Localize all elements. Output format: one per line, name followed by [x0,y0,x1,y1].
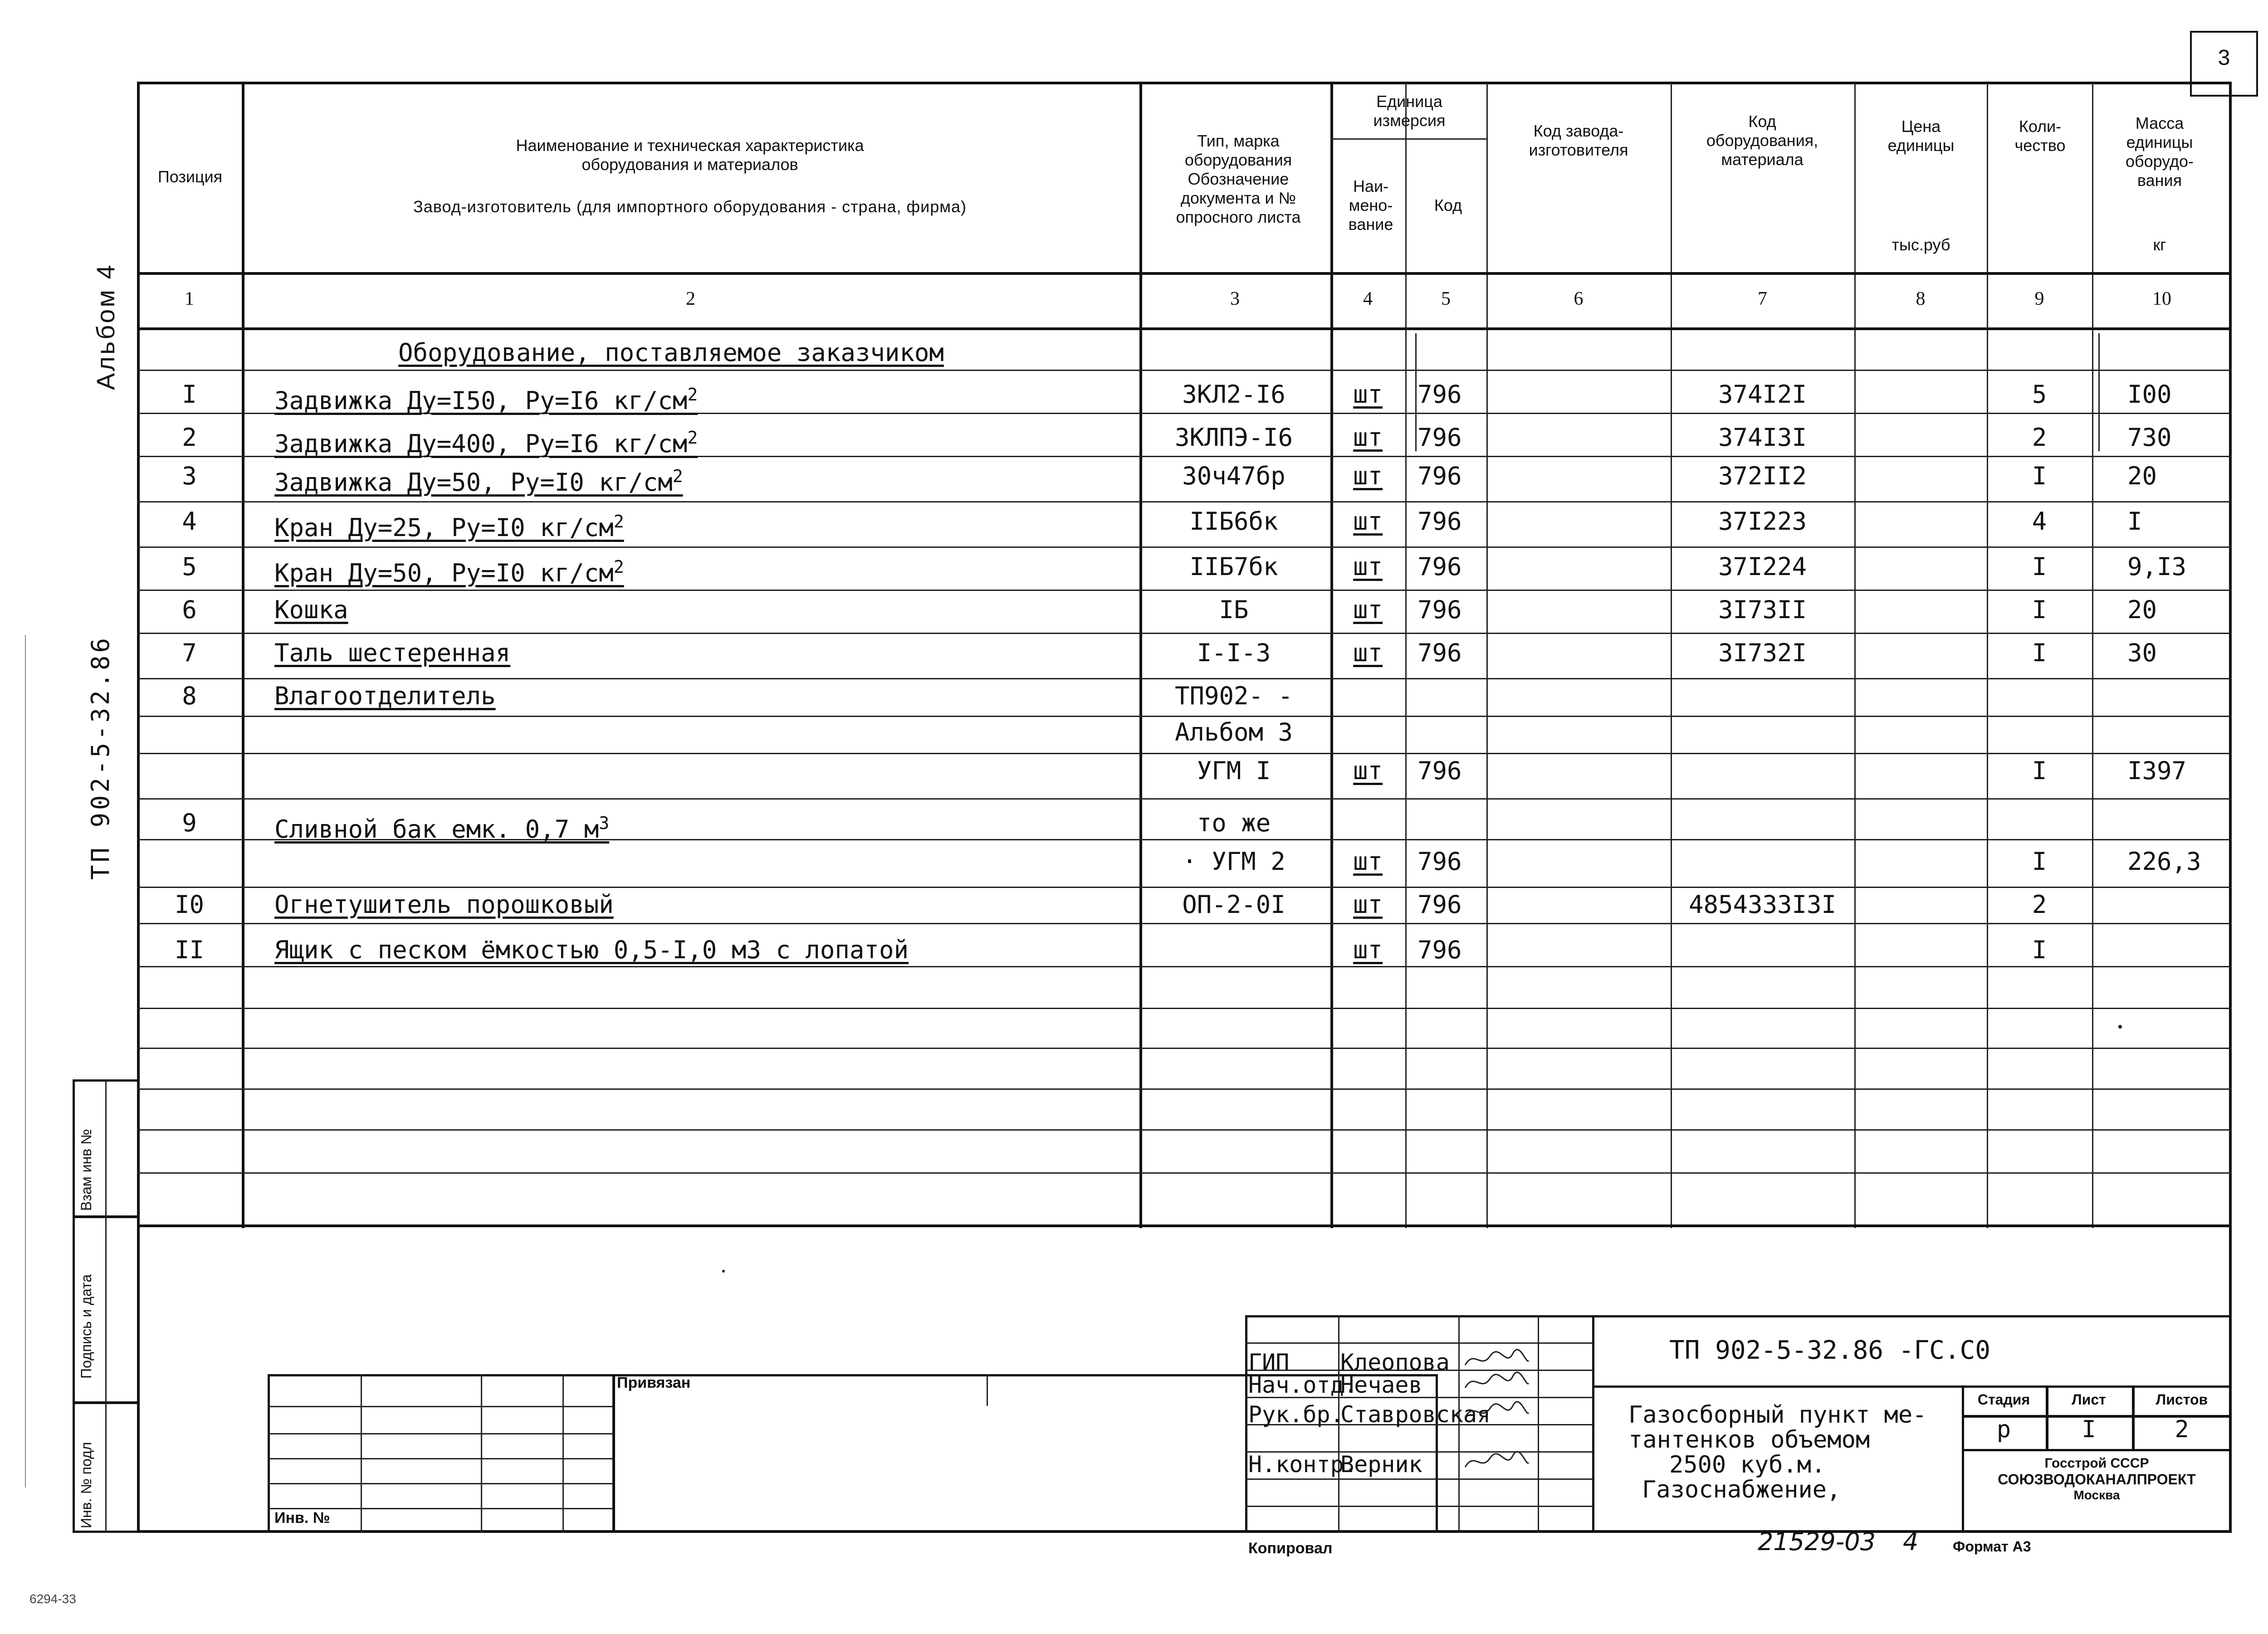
signature-row-divider [1245,1506,1594,1507]
project-description-line: 2500 куб.м. [1669,1451,1826,1478]
row-divider [137,798,2232,800]
column-number-6: 6 [1574,288,1584,309]
row-type: IIБ7бк [1189,552,1278,581]
row-type: · УГМ 2 [1182,847,1286,876]
row-mass: 9,I3 [2127,552,2187,581]
row-divider [137,633,2232,634]
row-position: 8 [182,682,197,710]
album-label: Альбом 4 [91,263,120,390]
signer-role: ГИП [1248,1349,1290,1375]
row-name: Кошка [274,595,348,624]
row-position: 9 [182,809,197,837]
row-type: ОП-2-0I [1182,890,1286,919]
row-divider [137,966,2232,967]
row-unit: шт [1353,936,1383,964]
binding-col-divider [987,1374,988,1406]
row-unit: шт [1353,462,1383,490]
row-divider [137,272,2232,275]
column-divider [2098,333,2100,451]
stamp-divider [105,1079,107,1533]
row-type: УГМ I [1197,756,1271,785]
column-divider [1139,83,1142,1228]
row-position: 5 [182,552,197,581]
row-unit-code: 796 [1418,639,1462,667]
column-number-5: 5 [1441,288,1451,309]
header-mass-unit: кг [2153,235,2166,254]
signer-name: Клеопова [1340,1349,1450,1375]
row-mass: I [2127,507,2142,536]
row-name-superscript: 3 [599,813,610,833]
row-position: 7 [182,639,197,667]
row-mass: I397 [2127,756,2187,785]
row-unit: шт [1353,639,1383,667]
row-equip-code: 372II2 [1718,462,1807,490]
header-price-unit: тыс.руб [1892,235,1950,254]
row-position: I [182,380,197,409]
header-type: Тип, марка оборудования Обозначение документа и № опросного листа [1176,132,1301,226]
row-equip-code: 4854333I3I [1688,890,1837,919]
order-number: 21529-03 [1758,1527,1876,1556]
row-name: Влагоотделитель [274,682,496,710]
row-divider [137,1008,2232,1009]
row-unit: шт [1353,756,1383,785]
row-unit-code: 796 [1418,890,1462,919]
binding-label: Привязан [617,1374,691,1391]
signer-role: Нач.отд. [1248,1372,1358,1398]
row-divider [137,1048,2232,1049]
row-quantity: I [2032,936,2047,964]
row-quantity: 2 [2032,890,2047,919]
row-equip-code: 37I224 [1718,552,1807,581]
row-unit-code: 796 [1418,847,1462,876]
footer-code: 6294-33 [29,1592,76,1606]
row-quantity: 5 [2032,380,2047,409]
row-unit: шт [1353,552,1383,581]
row-mass: 730 [2127,423,2172,452]
row-mass: 20 [2127,462,2157,490]
project-description-line: тантенков объемом [1628,1426,1870,1454]
row-name: Задвижка Ду=400, Ру=I6 $кг/см^2$ [274,428,698,458]
inventory-label: Инв. № [274,1509,330,1527]
signer-name: Верник [1340,1451,1422,1478]
row-name: Ящик с песком ёмкостью 0,5-I,0 м3 с лопатой [274,936,909,964]
column-number-10: 10 [2152,288,2171,309]
section-title: Оборудование, поставляемое заказчиком [398,338,944,367]
row-unit-code: 796 [1418,380,1462,409]
row-divider [137,1088,2232,1090]
header-name [243,84,1137,270]
row-name-superscript: 2 [687,428,698,448]
stamp-label-signature-date: Подпись и дата [78,1274,94,1379]
column-number-7: 7 [1758,288,1767,309]
row-mass: 30 [2127,639,2157,667]
row-name: Кран Ду=25, Ру=I0 $кг/см^2$ [274,512,624,542]
header-equip-code: Код оборудования, материала [1706,112,1818,169]
row-unit-code: 796 [1418,936,1462,964]
row-name: Кран Ду=50, Ру=I0 $кг/см^2$ [274,557,624,587]
row-type: 30ч47бр [1182,462,1286,490]
row-position: 2 [182,423,197,452]
row-quantity: 2 [2032,423,2047,452]
binding-row-divider [268,1433,612,1434]
stage-value: р [1996,1416,2011,1443]
row-quantity: I [2032,639,2047,667]
project-description-line: Газосборный пункт ме- [1628,1401,1927,1429]
project-description-line: Газоснабжение, [1642,1476,1841,1503]
row-position: I0 [174,890,205,919]
row-name-superscript: 2 [613,512,624,532]
column-number-8: 8 [1916,288,1926,309]
stamp-label-inv-original: Инв. № подл [78,1442,94,1528]
row-divider [137,716,2232,717]
row-divider [137,327,2232,330]
binding-row-divider [268,1483,612,1484]
row-quantity: I [2032,462,2047,490]
row-unit-code: 796 [1418,756,1462,785]
left-edge-line [25,635,26,1488]
row-divider [137,590,2232,591]
sheets-label: Листов [2156,1391,2208,1408]
row-unit-code: 796 [1418,595,1462,624]
project-code-vertical: ТП 902-5-32.86 [86,635,115,880]
row-name: Задвижка Ду=I50, Ру=I6 $кг/см^2$ [274,385,698,415]
header-position: Позиция [157,167,223,186]
row-equip-code: 3I73II [1718,595,1807,624]
header-name-line3: Завод-изготовитель (для импортного оборудования - страна, фирма) [413,197,967,216]
format-label: Формат А3 [1953,1538,2031,1555]
signer-name: Ставровская [1340,1401,1491,1428]
column-number-3: 3 [1230,288,1240,309]
header-unit-group: Единица измерсия [1373,92,1446,130]
sheet-label: Лист [2072,1391,2106,1408]
row-type: ТП902- - [1174,682,1293,710]
row-type: ЗКЛ2-I6 [1182,380,1286,409]
handwritten-signature [1463,1449,1531,1478]
org-block [1962,1456,2232,1502]
header-unit-name: Наи-мено-вание [1348,176,1393,234]
signer-role: Н.контр. [1248,1451,1358,1478]
row-name: Задвижка Ду=50, Ру=I0 $кг/см^2$ [274,466,683,497]
row-quantity: I [2032,847,2047,876]
column-divider [1415,333,1417,451]
row-divider [137,678,2232,679]
row-unit: шт [1353,595,1383,624]
row-type: то же [1197,809,1271,837]
row-unit: шт [1353,507,1383,536]
header-maker-code: Код завода-изготовителя [1529,122,1628,159]
row-quantity: 4 [2032,507,2047,536]
column-number-9: 9 [2034,288,2044,309]
row-name-superscript: 2 [672,466,683,486]
row-divider [137,370,2232,371]
row-equip-code: 37I223 [1718,507,1807,536]
org-line3: Москва [2073,1488,2120,1502]
doc-code: ТП 902-5-32.86 -ГС.С0 [1669,1336,1991,1365]
row-unit-code: 796 [1418,423,1462,452]
signer-name: Нечаев [1340,1372,1422,1398]
header-mass: Масса единицы оборудо-вания [2125,114,2194,190]
row-mass: 20 [2127,595,2157,624]
row-divider [137,923,2232,924]
binding-col-divider [612,1374,615,1533]
row-position: 4 [182,507,197,536]
stray-mark [722,1270,725,1273]
header-qty: Коли-чество [2014,117,2066,155]
sheet-number: 3 [2218,46,2230,70]
row-quantity: I [2032,595,2047,624]
signer-role: Рук.бр. [1248,1401,1344,1428]
row-type: ЗКЛПЭ-I6 [1174,423,1293,452]
row-divider [137,753,2232,754]
stray-mark [2118,1025,2122,1029]
row-name: Огнетушитель порошковый [274,890,614,919]
column-divider [1486,83,1488,1228]
sheet-value: I [2082,1416,2096,1443]
row-equip-code: 3I732I [1718,639,1807,667]
row-unit-code: 796 [1418,507,1462,536]
row-equip-code: 374I3I [1718,423,1807,452]
column-divider [2092,83,2093,1228]
header-name-line2: оборудования и материалов [582,155,798,174]
row-unit: шт [1353,423,1383,452]
copied-label: Копировал [1248,1540,1333,1557]
column-number-2: 2 [686,288,695,309]
row-unit-code: 796 [1418,462,1462,490]
row-type: IIБ6бк [1189,507,1278,536]
row-name: Таль шестеренная [274,639,511,667]
signature-row-divider [1245,1478,1594,1480]
row-unit-code: 796 [1418,552,1462,581]
handwritten-signature [1463,1399,1531,1428]
header-unit-code: Код [1434,195,1462,215]
row-type: IБ [1219,595,1249,624]
order-sheet: 4 [1903,1527,1919,1556]
row-divider [137,887,2232,888]
row-position: 6 [182,595,197,624]
unit-header-divider [1330,138,1486,140]
column-number-4: 4 [1363,288,1373,309]
row-quantity: I [2032,552,2047,581]
row-position: 3 [182,462,197,490]
row-mass: 226,3 [2127,847,2201,876]
binding-row-divider [268,1458,612,1459]
signature-row-divider [1245,1342,1594,1344]
row-name-superscript: 2 [687,385,698,405]
row-divider [137,1172,2232,1174]
stamp-label-replaced-inv: Взам инв № [78,1129,94,1211]
row-position: II [174,936,205,964]
sheets-value: 2 [2175,1416,2189,1443]
row-unit: шт [1353,890,1383,919]
row-divider [137,1129,2232,1131]
stage-label: Стадия [1977,1391,2030,1408]
row-unit: шт [1353,847,1383,876]
org-line1: Госстрой СССР [2044,1456,2149,1471]
row-quantity: I [2032,756,2047,785]
row-unit: шт [1353,380,1383,409]
row-divider [137,546,2232,548]
row-mass: I00 [2127,380,2172,409]
row-name: Сливной бак емк. 0,7 $м^3$ [274,813,610,844]
binding-row-divider [268,1406,612,1407]
row-divider [137,501,2232,502]
header-price: Цена единицы [1887,117,1955,155]
row-name-superscript: 2 [613,557,624,577]
row-divider [137,1224,2232,1227]
row-equip-code: 374I2I [1718,380,1807,409]
header-name-line1: Наименование и техническая характеристика [516,136,864,155]
row-type: Альбом 3 [1174,718,1293,746]
row-type: I-I-3 [1197,639,1271,667]
column-number-1: 1 [185,288,194,309]
org-line2: СОЮЗВОДОКАНАЛПРОЕКТ [1998,1471,2196,1488]
handwritten-signature [1463,1370,1531,1398]
